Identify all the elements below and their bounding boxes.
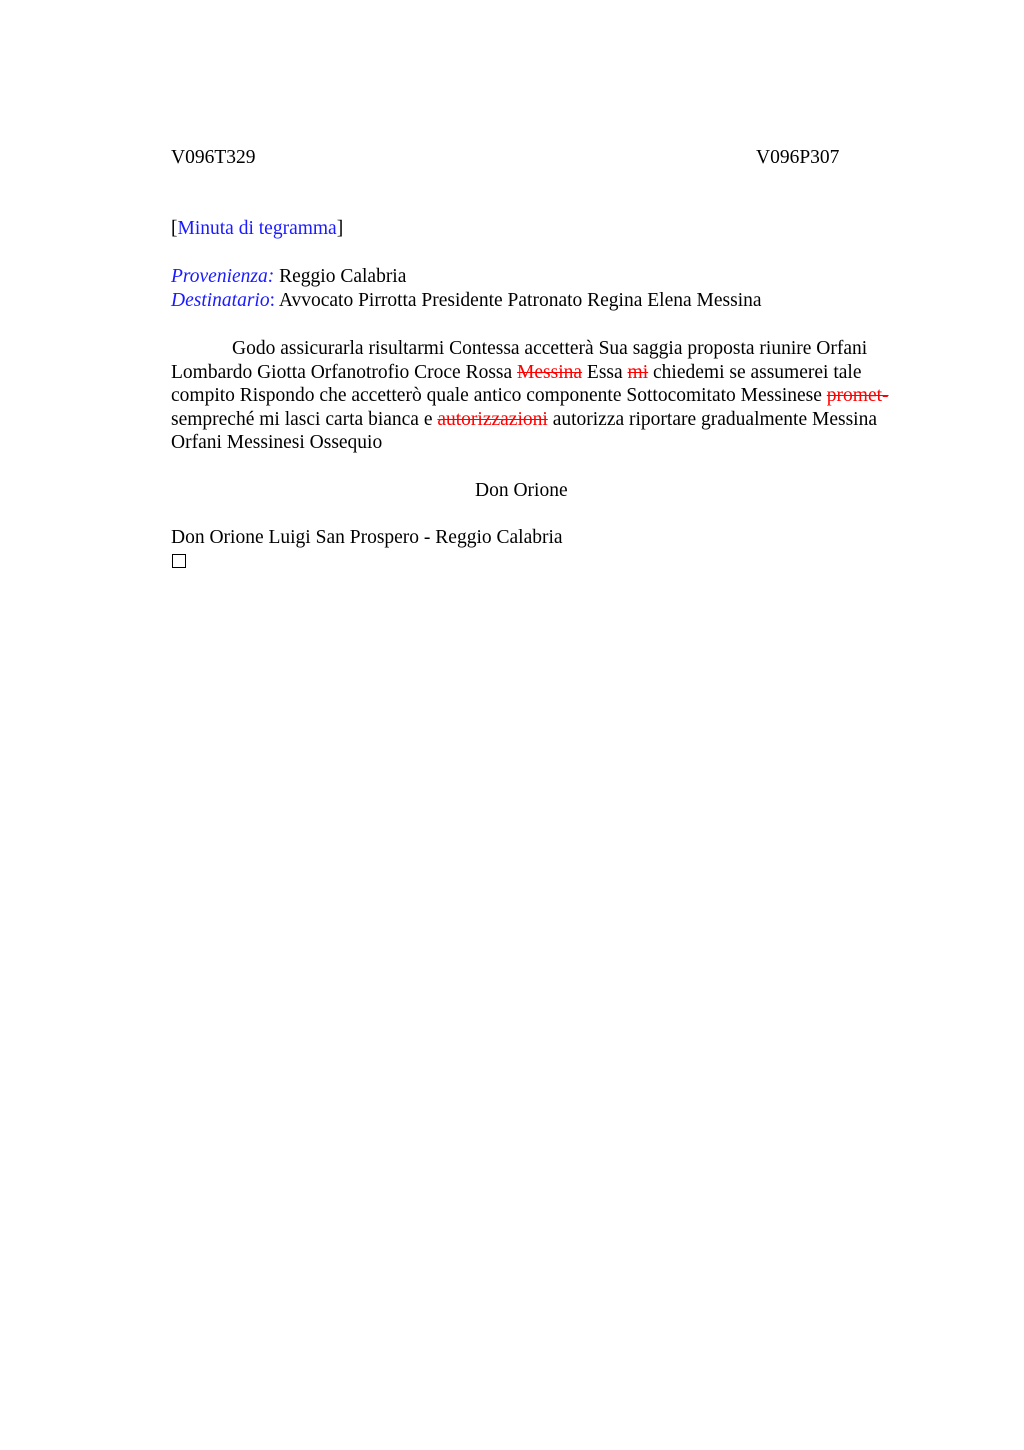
destinatario-value: Avvocato Pirrotta Presidente Patronato Regina Elena Messina — [278, 290, 762, 311]
document-code-right: V096P307 — [756, 147, 840, 168]
deleted-word: mi — [627, 361, 649, 383]
body-line-1: Godo assicurarla risultarmi Contessa accetterà Sua saggia proposta riunire Orfani — [232, 338, 868, 359]
provenienza-row — [171, 265, 406, 289]
deleted-word: promet- — [826, 385, 889, 407]
footer-note: Don Orione Luigi San Prospero - Reggio Calabria — [171, 527, 563, 548]
document-type — [171, 217, 343, 241]
destinatario-label: Destinatario — [171, 290, 270, 311]
bracket-close: ] — [336, 218, 344, 239]
bracket-open: [ — [171, 218, 178, 239]
destinatario-row — [171, 289, 762, 313]
deleted-word: Messina — [517, 361, 583, 383]
document-type-label: Minuta di tegramma — [177, 218, 337, 239]
signature: Don Orione — [475, 480, 568, 501]
checkbox-icon[interactable] — [172, 554, 186, 568]
body-line-3: compito Rispondo che accetterò quale antico componente Sottocomitato Messinese promet- — [171, 385, 889, 407]
body-line-2: Lombardo Giotta Orfanotrofio Croce Rossa Messina Essa mi chiedemi se assumerei tale — [171, 361, 862, 383]
document-code-left: V096T329 — [171, 147, 256, 168]
telegram-body — [171, 337, 931, 455]
destinatario-separator: : — [269, 290, 276, 311]
body-line-4: sempreché mi lasci carta bianca e autorizzazioni autorizza riportare gradualmente Messina — [171, 408, 877, 430]
body-line-5: Orfani Messinesi Ossequio — [171, 432, 383, 454]
provenienza-value: Reggio Calabria — [279, 266, 407, 287]
provenienza-label: Provenienza: — [171, 266, 275, 287]
deleted-word: autorizzazioni — [437, 408, 548, 430]
